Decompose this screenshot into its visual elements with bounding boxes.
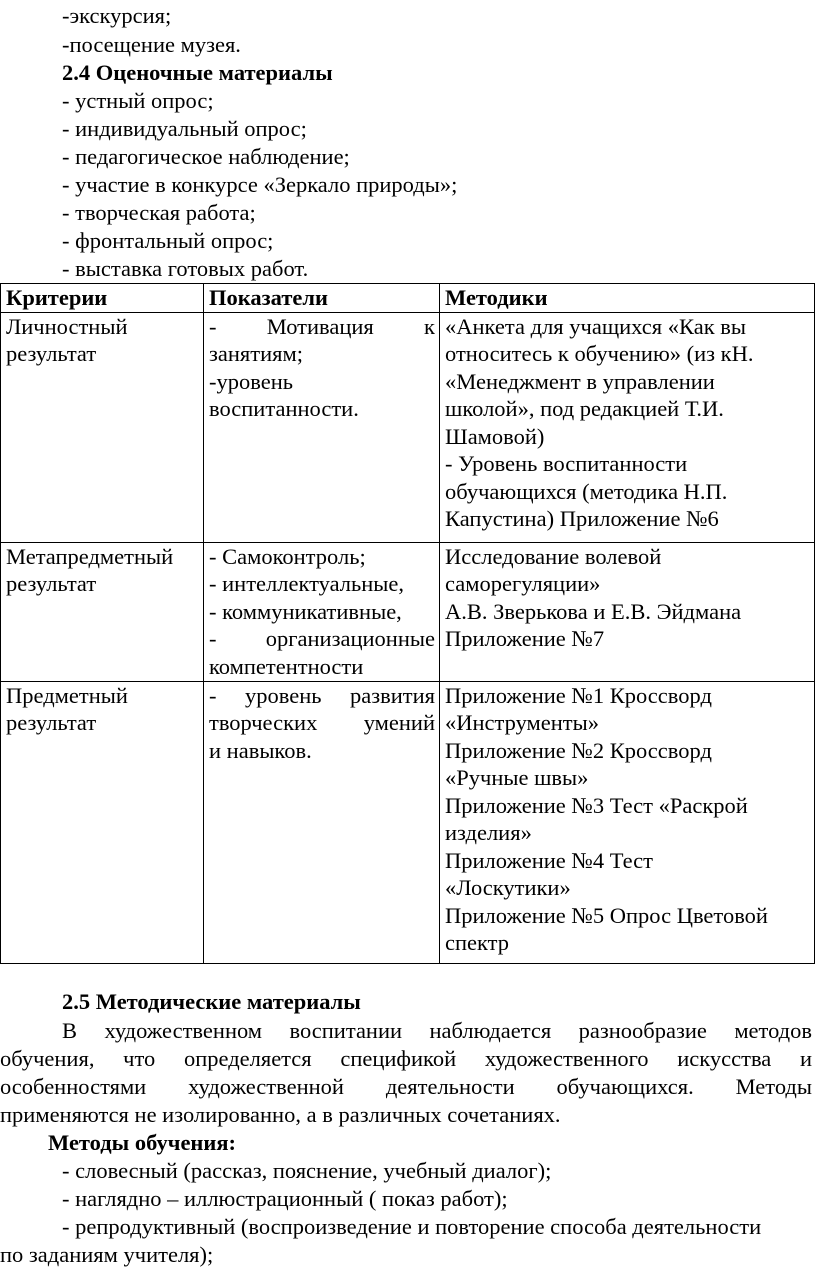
list-item: - индивидуальный опрос; <box>62 116 307 141</box>
cell-line: «Лоскутики» <box>445 875 571 900</box>
cell-line: результат <box>6 571 97 596</box>
criterion-cell <box>1 312 204 542</box>
cell-line: результат <box>6 341 97 366</box>
cell-line: - уровень развития <box>209 682 435 708</box>
list-item: - участие в конкурсе «Зеркало природы»; <box>62 172 458 197</box>
list-item: - наглядно – иллюстрационный ( показ работ); <box>62 1186 508 1211</box>
paragraph-line: В художественном воспитании наблюдается разнообразие методов <box>62 1018 812 1043</box>
cell-line: Приложение №2 Кроссворд <box>445 737 712 763</box>
cell-line: спектр <box>445 930 510 955</box>
cell-line: результат <box>6 710 97 735</box>
cell-line: Шамовой) <box>445 423 545 449</box>
methods-cell <box>440 681 815 963</box>
cell-line: - коммуникативные, <box>209 598 402 624</box>
header-methods: Методики <box>440 284 815 313</box>
cell-line: - Уровень воспитанности <box>445 451 688 476</box>
cell-line: - интеллектуальные, <box>209 571 405 596</box>
list-item: - творческая работа; <box>62 200 256 225</box>
cell-line: творческих умений <box>209 710 435 735</box>
cell-line: школой», под редакцией Т.И. <box>445 396 724 421</box>
cell-line: -уровень <box>209 368 294 394</box>
cell-line: Метапредметный <box>6 543 174 569</box>
cell-line: компетентности <box>209 653 364 679</box>
cell-line: Приложение №5 Опрос Цветовой <box>445 902 768 928</box>
cell-line: Предметный <box>6 682 128 708</box>
section-heading: 2.5 Методические материалы <box>62 989 361 1014</box>
cell-line: Исследование волевой <box>445 543 662 569</box>
list-item: - словесный (рассказ, пояснение, учебный диалог); <box>62 1158 552 1183</box>
cell-line: «Менеджмент в управлении <box>445 368 715 394</box>
table-row <box>1 542 815 681</box>
paragraph-line: обучения, что определяется спецификой художественного искусства и <box>0 1046 812 1071</box>
cell-line: саморегуляции» <box>445 571 601 596</box>
cell-line: Капустина) Приложение №6 <box>445 506 719 531</box>
cell-line: обучающихся (методика Н.П. <box>445 478 728 504</box>
list-item: - фронтальный опрос; <box>62 228 274 253</box>
cell-line: воспитанности. <box>209 396 359 421</box>
cell-line: - Мотивация к <box>209 313 435 339</box>
cell-line: и навыков. <box>209 737 312 763</box>
criteria-table <box>0 283 815 964</box>
list-item: - педагогическое наблюдение; <box>62 144 350 169</box>
table-row <box>1 312 815 542</box>
cell-line: - Самоконтроль; <box>209 543 366 569</box>
criterion-cell <box>1 681 204 963</box>
table-row <box>1 681 815 963</box>
text-line: -экскурсия; <box>62 3 172 28</box>
cell-line: Приложение №7 <box>445 626 605 651</box>
cell-line: изделия» <box>445 820 532 845</box>
indicators-cell <box>204 312 440 542</box>
list-item: - репродуктивный (воспроизведение и повторение способа деятельности <box>62 1214 762 1239</box>
text-line: -посещение музея. <box>62 32 241 57</box>
section-heading: 2.4 Оценочные материалы <box>62 60 333 85</box>
cell-line: Приложение №3 Тест «Раскрой <box>445 792 748 818</box>
cell-line: относитесь к обучению» (из кН. <box>445 341 754 366</box>
paragraph-line: применяются не изолированно, а в различных сочетаниях. <box>0 1102 561 1127</box>
indicators-cell <box>204 681 440 963</box>
paragraph-line: особенностями художественной деятельности обучающихся. Методы <box>0 1074 812 1099</box>
methods-cell <box>440 542 815 681</box>
cell-line: - организационные <box>209 626 435 651</box>
list-item: по заданиям учителя); <box>0 1242 214 1267</box>
cell-line: «Ручные швы» <box>445 765 589 790</box>
table-header-row <box>1 284 815 313</box>
cell-line: Приложение №1 Кроссворд <box>445 682 712 708</box>
header-indicators: Показатели <box>204 284 440 313</box>
indicators-cell <box>204 542 440 681</box>
list-item: - выставка готовых работ. <box>62 256 309 281</box>
cell-line: «Инструменты» <box>445 710 600 735</box>
cell-line: занятиям; <box>209 341 303 366</box>
cell-line: А.В. Зверькова и Е.В. Эйдмана <box>445 598 742 624</box>
header-criteria: Критерии <box>1 284 204 313</box>
cell-line: «Анкета для учащихся «Как вы <box>445 313 746 339</box>
subsection-heading: Методы обучения: <box>48 1130 237 1155</box>
criterion-cell <box>1 542 204 681</box>
cell-line: Приложение №4 Тест <box>445 847 653 873</box>
methods-cell <box>440 312 815 542</box>
list-item: - устный опрос; <box>62 88 214 113</box>
cell-line: Личностный <box>6 313 128 339</box>
